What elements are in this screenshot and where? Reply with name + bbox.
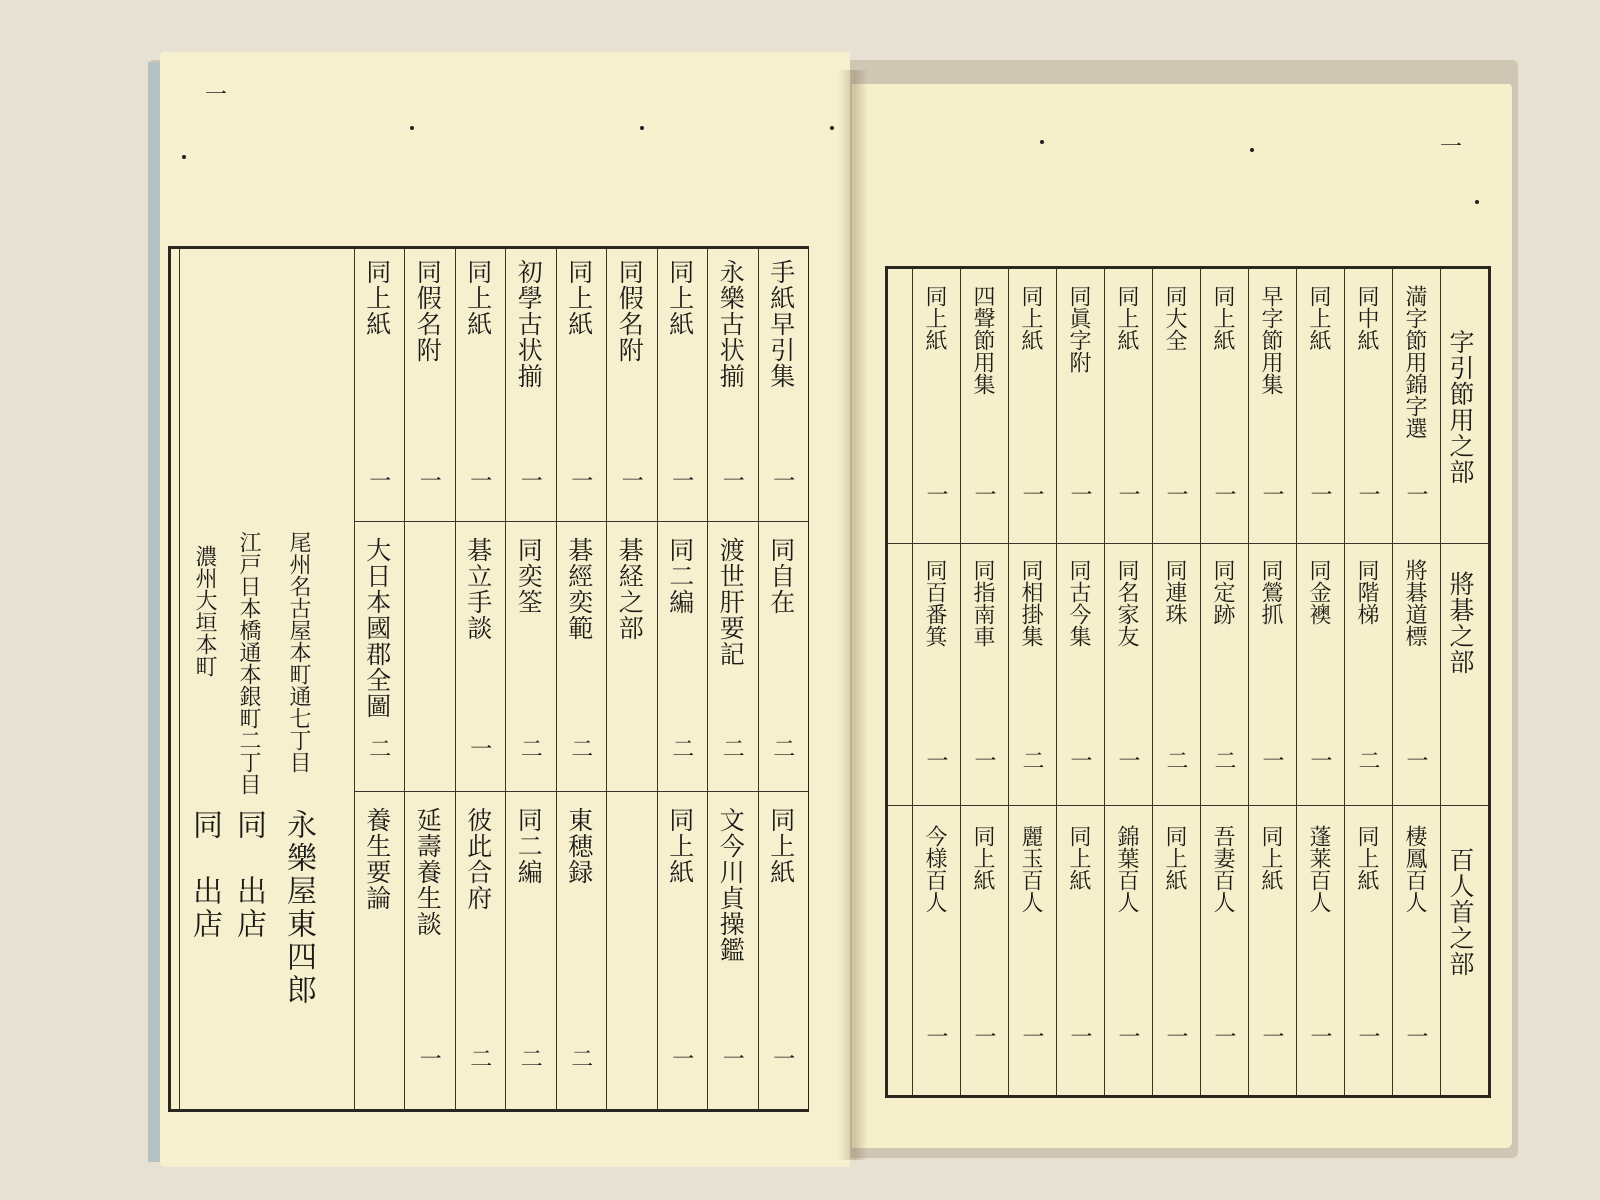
catalogue-column-rule bbox=[505, 249, 506, 1109]
catalogue-column-rule bbox=[1248, 269, 1249, 1095]
catalogue-entry-volumes: 二 bbox=[466, 1047, 492, 1069]
section-header-hyakunin-isshu: 百人首之部 bbox=[1446, 847, 1475, 977]
catalogue-column-rule bbox=[404, 249, 405, 1109]
catalogue-column-rule bbox=[1392, 269, 1393, 1095]
catalogue-column-rule bbox=[556, 249, 557, 1109]
catalogue-entry-title: 永樂古状揃 bbox=[716, 259, 746, 389]
catalogue-entry-volumes: 二 bbox=[1163, 749, 1188, 771]
catalogue-entry-volumes: 一 bbox=[971, 1025, 996, 1047]
catalogue-entry-volumes: 一 bbox=[719, 1047, 745, 1069]
catalogue-entry-title: 同上紙 bbox=[1114, 285, 1139, 351]
catalogue-entry-title: 同奕筌 bbox=[514, 537, 544, 615]
catalogue-entry-volumes: 二 bbox=[719, 737, 745, 759]
left-page-frame bbox=[168, 246, 809, 1112]
catalogue-entry-title: 同指南車 bbox=[970, 559, 995, 647]
publisher-address: 濃州大垣本町 bbox=[192, 545, 217, 677]
catalogue-entry-title: 蓬莱百人 bbox=[1306, 825, 1331, 913]
catalogue-entry-title: 同上紙 bbox=[1018, 285, 1043, 351]
catalogue-entry-title: 同上紙 bbox=[564, 259, 594, 337]
catalogue-entry-title: 麗玉百人 bbox=[1018, 825, 1043, 913]
catalogue-entry-volumes: 一 bbox=[416, 1047, 442, 1069]
catalogue-entry-volumes: 一 bbox=[1307, 749, 1332, 771]
catalogue-column-rule bbox=[1296, 269, 1297, 1095]
catalogue-entry-volumes: 一 bbox=[1355, 1025, 1380, 1047]
catalogue-entry-volumes: 一 bbox=[1019, 1025, 1044, 1047]
catalogue-entry-title: 延壽養生談 bbox=[413, 807, 443, 937]
catalogue-entry-volumes: 一 bbox=[668, 1047, 694, 1069]
catalogue-entry-title: 今様百人 bbox=[922, 825, 947, 913]
catalogue-entry-volumes: 一 bbox=[1259, 483, 1284, 505]
catalogue-entry-title: 同上紙 bbox=[922, 285, 947, 351]
left-frame-inner-rule bbox=[179, 249, 180, 1109]
band-divider-upper-middle bbox=[354, 521, 809, 522]
catalogue-entry-title: 同鶯抓 bbox=[1258, 559, 1283, 625]
catalogue-entry-volumes: 一 bbox=[668, 469, 694, 491]
catalogue-entry-title: 將碁道標 bbox=[1402, 559, 1427, 647]
catalogue-entry-volumes: 一 bbox=[923, 1025, 948, 1047]
catalogue-entry-title: 同定跡 bbox=[1210, 559, 1235, 625]
band-divider-upper-middle bbox=[888, 543, 1488, 544]
publisher-address: 江戸日本橋通本銀町二丁目 bbox=[236, 531, 261, 795]
catalogue-column-rule bbox=[1008, 269, 1009, 1095]
binding-hole bbox=[1250, 148, 1254, 152]
catalogue-entry-volumes: 一 bbox=[1163, 483, 1188, 505]
catalogue-entry-volumes: 二 bbox=[1019, 749, 1044, 771]
catalogue-column-rule bbox=[1056, 269, 1057, 1095]
catalogue-entry-volumes: 一 bbox=[1067, 483, 1092, 505]
catalogue-entry-volumes: 一 bbox=[1307, 1025, 1332, 1047]
publisher-name: 同 出店 bbox=[231, 809, 266, 941]
catalogue-entry-volumes: 一 bbox=[1403, 483, 1428, 505]
catalogue-entry-volumes: 一 bbox=[1067, 749, 1092, 771]
right-page-frame bbox=[885, 266, 1491, 1098]
catalogue-entry-title: 満字節用錦字選 bbox=[1402, 285, 1427, 439]
catalogue-entry-volumes: 一 bbox=[923, 749, 948, 771]
catalogue-entry-title: 碁經奕範 bbox=[564, 537, 594, 641]
catalogue-entry-title: 同二編 bbox=[665, 537, 695, 615]
catalogue-entry-title: 同上紙 bbox=[766, 807, 796, 885]
catalogue-entry-volumes: 一 bbox=[567, 469, 593, 491]
binding-hole bbox=[410, 126, 414, 130]
catalogue-entry-volumes: 一 bbox=[1259, 749, 1284, 771]
catalogue-entry-volumes: 二 bbox=[769, 737, 795, 759]
left-page-corner-mark: 一 bbox=[205, 83, 228, 108]
right-page-corner-mark: 一 bbox=[1440, 135, 1463, 160]
catalogue-entry-volumes: 一 bbox=[466, 737, 492, 759]
catalogue-entry-volumes: 一 bbox=[1067, 1025, 1092, 1047]
catalogue-entry-title: 碁立手談 bbox=[463, 537, 493, 641]
band-divider-middle-lower bbox=[354, 791, 809, 792]
catalogue-entry-volumes: 一 bbox=[769, 1047, 795, 1069]
catalogue-column-rule bbox=[960, 269, 961, 1095]
catalogue-entry-title: 養生要論 bbox=[362, 807, 392, 911]
catalogue-entry-title: 初學古状揃 bbox=[514, 259, 544, 389]
band-divider-middle-lower bbox=[888, 805, 1488, 806]
catalogue-entry-title: 手紙早引集 bbox=[766, 259, 796, 389]
catalogue-entry-volumes: 一 bbox=[1403, 749, 1428, 771]
catalogue-entry-title: 同上紙 bbox=[1306, 285, 1331, 351]
catalogue-column-rule bbox=[1152, 269, 1153, 1095]
book-gutter bbox=[838, 70, 868, 1160]
catalogue-entry-title: 同大全 bbox=[1162, 285, 1187, 351]
binding-hole bbox=[640, 126, 644, 130]
catalogue-entry-title: 同上紙 bbox=[1066, 825, 1091, 891]
catalogue-column-rule bbox=[606, 249, 607, 1109]
catalogue-entry-title: 碁経之部 bbox=[615, 537, 645, 641]
catalogue-entry-title: 同古今集 bbox=[1066, 559, 1091, 647]
catalogue-column-rule bbox=[455, 249, 456, 1109]
catalogue-entry-volumes: 二 bbox=[1355, 749, 1380, 771]
binding-hole bbox=[1475, 200, 1479, 204]
catalogue-column-rule bbox=[707, 249, 708, 1109]
catalogue-entry-title: 大日本國郡全圖 bbox=[362, 537, 392, 719]
catalogue-entry-title: 同金襖 bbox=[1306, 559, 1331, 625]
catalogue-entry-volumes: 一 bbox=[971, 749, 996, 771]
catalogue-column-rule bbox=[1344, 269, 1345, 1095]
section-header-dictionaries: 字引節用之部 bbox=[1446, 329, 1475, 485]
catalogue-entry-title: 同百番箕 bbox=[922, 559, 947, 647]
publisher-name: 永樂屋東四郎 bbox=[281, 809, 316, 1007]
publisher-name: 同 出店 bbox=[187, 809, 222, 941]
catalogue-entry-title: 同上紙 bbox=[463, 259, 493, 337]
catalogue-entry-title: 同上紙 bbox=[1354, 825, 1379, 891]
catalogue-entry-volumes: 一 bbox=[1163, 1025, 1188, 1047]
catalogue-entry-volumes: 一 bbox=[416, 469, 442, 491]
section-header-shogi: 將碁之部 bbox=[1446, 571, 1475, 675]
catalogue-entry-title: 同假名附 bbox=[615, 259, 645, 363]
catalogue-entry-volumes: 一 bbox=[365, 469, 391, 491]
header-column-rule bbox=[1440, 269, 1441, 1095]
catalogue-entry-title: 同連珠 bbox=[1162, 559, 1187, 625]
catalogue-entry-title: 同假名附 bbox=[413, 259, 443, 363]
catalogue-entry-volumes: 一 bbox=[618, 469, 644, 491]
catalogue-entry-volumes: 一 bbox=[1355, 483, 1380, 505]
publisher-address: 尾州名古屋本町通七丁目 bbox=[286, 531, 311, 773]
catalogue-entry-title: 同自在 bbox=[766, 537, 796, 615]
catalogue-entry-volumes: 二 bbox=[1211, 749, 1236, 771]
catalogue-entry-volumes: 一 bbox=[1211, 1025, 1236, 1047]
catalogue-entry-title: 棲鳳百人 bbox=[1402, 825, 1427, 913]
catalogue-column-rule bbox=[1104, 269, 1105, 1095]
catalogue-entry-volumes: 二 bbox=[668, 737, 694, 759]
catalogue-entry-volumes: 一 bbox=[1259, 1025, 1284, 1047]
catalogue-entry-volumes: 一 bbox=[1115, 483, 1140, 505]
catalogue-entry-title: 四聲節用集 bbox=[970, 285, 995, 395]
catalogue-entry-title: 同上紙 bbox=[665, 807, 695, 885]
catalogue-column-rule bbox=[354, 249, 355, 1109]
catalogue-entry-title: 吾妻百人 bbox=[1210, 825, 1235, 913]
catalogue-entry-title: 東穂録 bbox=[564, 807, 594, 885]
catalogue-entry-title: 渡世肝要記 bbox=[716, 537, 746, 667]
catalogue-entry-title: 同眞字附 bbox=[1066, 285, 1091, 373]
catalogue-entry-title: 同上紙 bbox=[665, 259, 695, 337]
catalogue-entry-volumes: 一 bbox=[719, 469, 745, 491]
catalogue-entry-title: 早字節用集 bbox=[1258, 285, 1283, 395]
catalogue-entry-volumes: 二 bbox=[365, 737, 391, 759]
catalogue-entry-volumes: 一 bbox=[1115, 749, 1140, 771]
catalogue-entry-title: 同階梯 bbox=[1354, 559, 1379, 625]
catalogue-column-rule bbox=[758, 249, 759, 1109]
catalogue-entry-volumes: 二 bbox=[567, 737, 593, 759]
catalogue-entry-volumes: 一 bbox=[923, 483, 948, 505]
catalogue-entry-title: 同相掛集 bbox=[1018, 559, 1043, 647]
catalogue-entry-title: 彼此合府 bbox=[463, 807, 493, 911]
catalogue-entry-volumes: 二 bbox=[517, 737, 543, 759]
catalogue-entry-volumes: 一 bbox=[1211, 483, 1236, 505]
catalogue-entry-title: 文今川貞操鑑 bbox=[716, 807, 746, 963]
catalogue-entry-volumes: 一 bbox=[1115, 1025, 1140, 1047]
catalogue-entry-volumes: 一 bbox=[971, 483, 996, 505]
catalogue-entry-volumes: 一 bbox=[1403, 1025, 1428, 1047]
catalogue-entry-title: 同二編 bbox=[514, 807, 544, 885]
catalogue-entry-title: 同上紙 bbox=[1162, 825, 1187, 891]
catalogue-entry-title: 同中紙 bbox=[1354, 285, 1379, 351]
catalogue-entry-volumes: 二 bbox=[567, 1047, 593, 1069]
catalogue-entry-title: 同名家友 bbox=[1114, 559, 1139, 647]
binding-hole bbox=[1040, 140, 1044, 144]
catalogue-entry-title: 錦葉百人 bbox=[1114, 825, 1139, 913]
catalogue-entry-title: 同上紙 bbox=[970, 825, 995, 891]
binding-hole bbox=[182, 155, 186, 159]
catalogue-column-rule bbox=[657, 249, 658, 1109]
catalogue-entry-volumes: 一 bbox=[1307, 483, 1332, 505]
catalogue-entry-title: 同上紙 bbox=[362, 259, 392, 337]
catalogue-entry-title: 同上紙 bbox=[1258, 825, 1283, 891]
catalogue-entry-title: 同上紙 bbox=[1210, 285, 1235, 351]
catalogue-entry-volumes: 二 bbox=[517, 1047, 543, 1069]
catalogue-column-rule bbox=[1200, 269, 1201, 1095]
catalogue-column-rule bbox=[912, 269, 913, 1095]
binding-hole bbox=[830, 126, 834, 130]
catalogue-entry-volumes: 一 bbox=[466, 469, 492, 491]
catalogue-entry-volumes: 一 bbox=[769, 469, 795, 491]
catalogue-entry-volumes: 一 bbox=[517, 469, 543, 491]
catalogue-entry-volumes: 一 bbox=[1019, 483, 1044, 505]
